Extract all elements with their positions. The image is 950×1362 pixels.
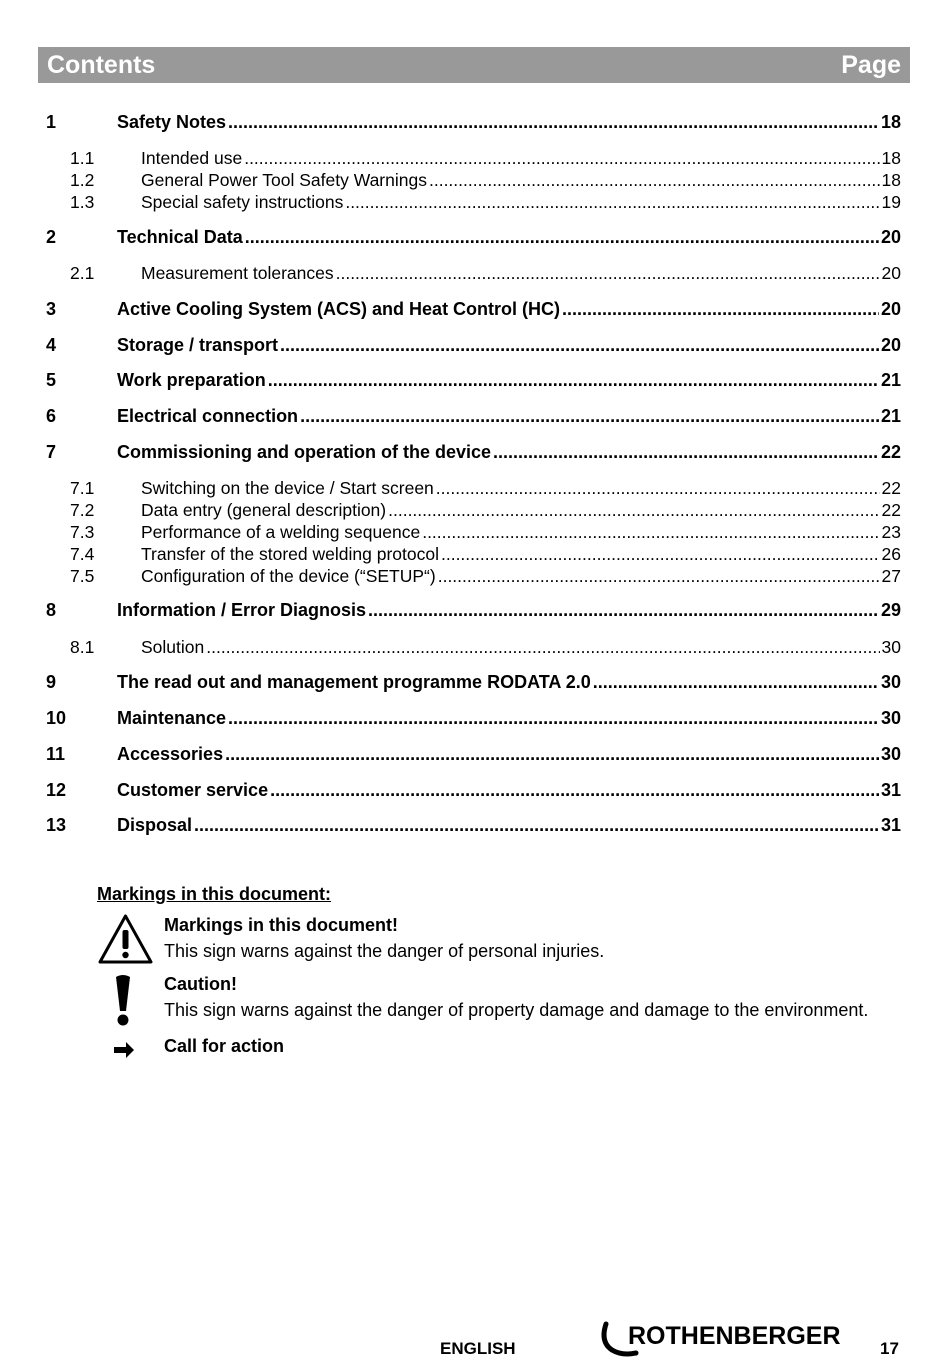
toc-entry[interactable] <box>46 148 901 170</box>
toc-dot-leader <box>345 192 879 213</box>
toc-dot-leader <box>225 744 879 765</box>
toc-entry-page: 18 <box>881 148 901 168</box>
toc-dot-leader <box>438 566 880 587</box>
toc-entry-page: 23 <box>881 522 901 542</box>
toc-entry-title: Technical Data <box>117 227 243 247</box>
toc-entry[interactable] <box>46 544 901 566</box>
toc-entry[interactable] <box>46 600 901 624</box>
toc-entry-number: 10 <box>46 708 67 728</box>
toc-entry-number: 8.1 <box>70 637 95 657</box>
exclamation-icon <box>113 973 133 1027</box>
toc-entry-title: Maintenance <box>117 708 227 728</box>
toc-entry-page: 30 <box>880 744 901 764</box>
toc-entry-title: Commissioning and operation of the device <box>117 442 492 462</box>
contents-title: Contents <box>47 50 156 79</box>
toc-entry[interactable] <box>46 708 901 732</box>
toc-dot-leader <box>270 780 879 801</box>
toc-entry-page: 21 <box>880 370 901 390</box>
toc-entry-number: 2.1 <box>70 263 95 283</box>
toc-entry-page: 21 <box>880 406 901 426</box>
toc-entry-title: Measurement tolerances <box>141 263 334 283</box>
toc-entry-title: Customer service <box>117 780 269 800</box>
toc-dot-leader <box>368 600 879 621</box>
toc-dot-leader <box>441 544 880 565</box>
footer-language: ENGLISH <box>440 1339 516 1358</box>
toc-entry[interactable] <box>46 500 901 522</box>
toc-entry-page: 20 <box>880 227 901 247</box>
toc-entry[interactable] <box>46 192 901 214</box>
toc-entry-number: 1.2 <box>70 170 95 190</box>
rothenberger-logo <box>600 1320 852 1360</box>
toc-entry-page: 20 <box>880 335 901 355</box>
toc-entry-title: Transfer of the stored welding protocol <box>141 544 439 564</box>
marking-desc-danger: This sign warns against the danger of personal injuries. <box>164 941 605 961</box>
toc-entry-page: 18 <box>880 112 901 132</box>
toc-entry-page: 26 <box>881 544 901 564</box>
marking-title-caution: Caution! <box>164 974 237 994</box>
toc-entry-page: 20 <box>880 299 901 319</box>
toc-dot-leader <box>228 708 879 729</box>
toc-entry-page: 29 <box>880 600 901 620</box>
toc-entry[interactable] <box>46 637 901 659</box>
toc-entry[interactable] <box>46 442 901 466</box>
footer-page-number: 17 <box>880 1339 899 1358</box>
toc-dot-leader <box>300 406 879 427</box>
toc-dot-leader <box>336 263 880 284</box>
svg-text:ROTHENBERGER: ROTHENBERGER <box>628 1322 841 1350</box>
toc-entry[interactable] <box>46 299 901 323</box>
toc-entry[interactable] <box>46 370 901 394</box>
toc-entry-title: Switching on the device / Start screen <box>141 478 434 498</box>
toc-entry[interactable] <box>46 335 901 359</box>
toc-dot-leader <box>388 500 879 521</box>
toc-entry-number: 9 <box>46 672 57 692</box>
arrow-right-icon <box>112 1040 136 1060</box>
toc-entry-title: Performance of a welding sequence <box>141 522 421 542</box>
toc-entry[interactable] <box>46 744 901 768</box>
toc-entry[interactable] <box>46 478 901 500</box>
toc-entry-number: 7.5 <box>70 566 95 586</box>
toc-entry-title: Solution <box>141 637 205 657</box>
toc-dot-leader <box>436 478 880 499</box>
toc-entry-title: Disposal <box>117 815 193 835</box>
contents-header-bar <box>38 47 910 83</box>
toc-entry-title: Electrical connection <box>117 406 299 426</box>
toc-entry-number: 3 <box>46 299 57 319</box>
markings-heading: Markings in this document: <box>97 884 332 904</box>
toc-dot-leader <box>562 299 879 320</box>
toc-dot-leader <box>228 112 879 133</box>
toc-entry[interactable] <box>46 170 901 192</box>
toc-entry[interactable] <box>46 112 901 136</box>
toc-entry-page: 31 <box>880 815 901 835</box>
toc-entry-number: 5 <box>46 370 57 390</box>
toc-entry-page: 30 <box>880 708 901 728</box>
toc-entry-page: 18 <box>881 170 901 190</box>
toc-entry-number: 13 <box>46 815 67 835</box>
toc-entry-number: 7.1 <box>70 478 95 498</box>
toc-entry-page: 22 <box>881 500 901 520</box>
toc-entry-title: Work preparation <box>117 370 266 390</box>
page-column-label: Page <box>841 50 901 79</box>
toc-entry-page: 31 <box>880 780 901 800</box>
toc-entry[interactable] <box>46 566 901 588</box>
toc-dot-leader <box>245 227 879 248</box>
toc-entry-number: 1 <box>46 112 57 132</box>
toc-dot-leader <box>280 335 879 356</box>
toc-dot-leader <box>593 672 879 693</box>
toc-entry[interactable] <box>46 815 901 839</box>
marking-title-action: Call for action <box>164 1036 285 1056</box>
toc-entry[interactable] <box>46 406 901 430</box>
toc-entry-title: Data entry (general description) <box>141 500 387 520</box>
toc-entry-number: 7.3 <box>70 522 95 542</box>
toc-entry-page: 27 <box>881 566 901 586</box>
toc-entry-title: Intended use <box>141 148 243 168</box>
toc-entry-number: 2 <box>46 227 57 247</box>
toc-entry-number: 11 <box>46 744 66 764</box>
toc-dot-leader <box>244 148 879 169</box>
toc-entry[interactable] <box>46 227 901 251</box>
toc-entry-title: General Power Tool Safety Warnings <box>141 170 427 190</box>
toc-entry-number: 4 <box>46 335 57 355</box>
toc-entry-title: Special safety instructions <box>141 192 344 212</box>
toc-entry-number: 7.2 <box>70 500 95 520</box>
toc-entry[interactable] <box>46 522 901 544</box>
toc-dot-leader <box>422 522 879 543</box>
toc-entry-page: 20 <box>881 263 901 283</box>
toc-entry-number: 12 <box>46 780 67 800</box>
toc-entry-page: 19 <box>881 192 901 212</box>
toc-entry[interactable] <box>46 263 901 285</box>
toc-entry[interactable] <box>46 780 901 804</box>
toc-dot-leader <box>429 170 880 191</box>
toc-entry-title: Configuration of the device (“SETUP“) <box>141 566 436 586</box>
toc-entry-page: 22 <box>881 478 901 498</box>
marking-title-danger: Markings in this document! <box>164 915 399 935</box>
toc-entry-title: Storage / transport <box>117 335 279 355</box>
toc-entry-page: 30 <box>881 637 901 657</box>
toc-entry-title: Active Cooling System (ACS) and Heat Control (HC) <box>117 299 561 319</box>
toc-entry-number: 1.1 <box>70 148 95 168</box>
toc-entry-title: Information / Error Diagnosis <box>117 600 367 620</box>
toc-dot-leader <box>206 637 879 658</box>
toc-entry-page: 30 <box>880 672 901 692</box>
marking-desc-caution: This sign warns against the danger of property damage and damage to the environment. <box>164 1000 869 1020</box>
toc-entry-title: Accessories <box>117 744 224 764</box>
toc-entry[interactable] <box>46 672 901 696</box>
toc-entry-title: The read out and management programme RODATA 2.0 <box>117 672 591 692</box>
toc-entry-page: 22 <box>880 442 901 462</box>
toc-dot-leader <box>493 442 879 463</box>
warning-triangle-icon <box>97 913 154 965</box>
toc-entry-number: 8 <box>46 600 57 620</box>
toc-entry-title: Safety Notes <box>117 112 227 132</box>
toc-dot-leader <box>194 815 879 836</box>
toc-entry-number: 7 <box>46 442 57 462</box>
toc-entry-number: 6 <box>46 406 57 426</box>
toc-entry-number: 1.3 <box>70 192 95 212</box>
toc-entry-number: 7.4 <box>70 544 95 564</box>
toc-dot-leader <box>268 370 879 391</box>
